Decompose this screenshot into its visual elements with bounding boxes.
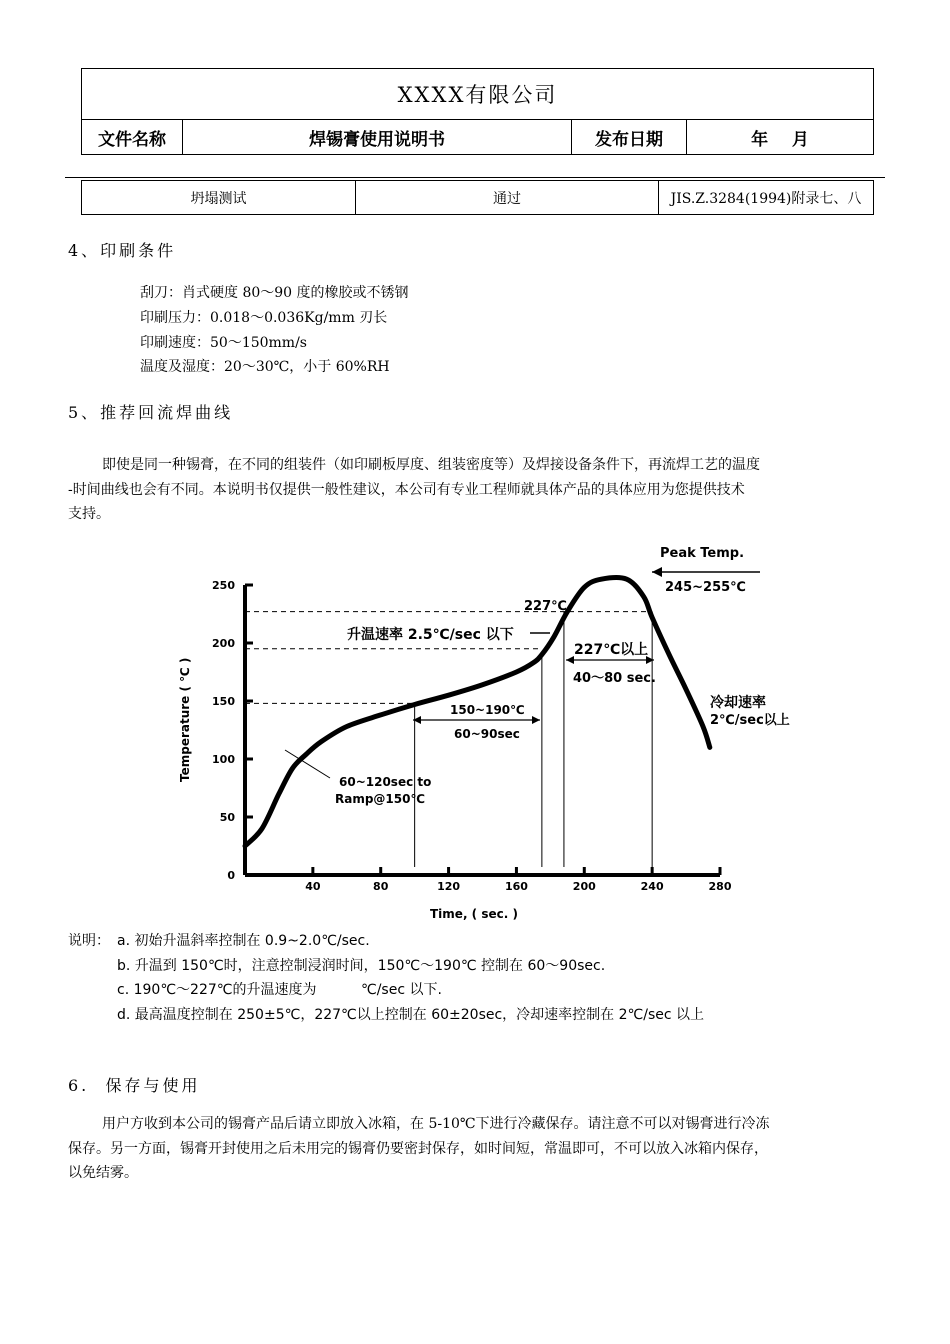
release-date-value: 年 月 bbox=[687, 120, 874, 155]
section4-heading: 4、印刷条件 bbox=[68, 241, 177, 260]
y-tick-label: 50 bbox=[219, 811, 235, 824]
soak-arrowhead-right bbox=[532, 716, 540, 724]
x-tick-label: 160 bbox=[504, 880, 528, 893]
cool-label-line1: 冷却速率 bbox=[710, 695, 766, 711]
notes-prefix: 说明： bbox=[68, 933, 110, 949]
x-tick-label: 120 bbox=[437, 880, 461, 893]
release-date-label: 发布日期 bbox=[572, 120, 687, 155]
test-result: 通过 bbox=[356, 181, 659, 215]
ramp-note-line2: Ramp@150℃ bbox=[335, 792, 426, 806]
peak-label: Peak Temp. bbox=[660, 546, 745, 561]
section6-paragraph-line: 以免结雾。 bbox=[68, 1165, 138, 1181]
cool-label-line2: 2℃/sec以上 bbox=[710, 713, 790, 728]
section4-line: 印刷压力：0.018～0.036Kg/mm 刃长 bbox=[140, 310, 388, 326]
ramp-note-line1: 60~120sec to bbox=[339, 775, 432, 789]
note-c: c. 190℃～227℃的升温速度为 ℃/sec 以下. bbox=[117, 982, 442, 998]
section6-heading: 6. 保存与使用 bbox=[68, 1076, 201, 1095]
above227-label: 227℃以上 bbox=[574, 642, 649, 658]
above227-time-label: 40～80 sec. bbox=[573, 671, 656, 686]
note-b: b. 升温到 150℃时，注意控制浸润时间，150℃～190℃ 控制在 60～90sec. bbox=[117, 958, 606, 974]
company-name: XXXX有限公司 bbox=[82, 69, 874, 120]
x-tick-label: 40 bbox=[305, 880, 321, 893]
section6-paragraph-line: 保存。另一方面，锡膏开封使用之后未用完的锡膏仍要密封保存，如时间短，常温即可，不可以放入冰箱内保存， bbox=[68, 1141, 768, 1157]
x-tick-label: 80 bbox=[373, 880, 389, 893]
y-tick-label: 100 bbox=[212, 753, 235, 766]
note-d: d. 最高温度控制在 250±5℃，227℃以上控制在 60±20sec，冷却速率控制在 2℃/sec 以上 bbox=[117, 1007, 705, 1023]
file-name-value: 焊锡膏使用说明书 bbox=[183, 120, 572, 155]
note-a: a. 初始升温斜率控制在 0.9~2.0℃/sec. bbox=[117, 933, 370, 949]
x-axis-label: Time, ( sec. ) bbox=[430, 907, 518, 921]
test-item: 坍塌测试 bbox=[82, 181, 356, 215]
section6-paragraph-line: 用户方收到本公司的锡膏产品后请立即放入冰箱，在 5-10℃下进行冷藏保存。请注意不可以对锡膏进行冷冻 bbox=[102, 1116, 770, 1132]
section5-paragraph-line: -时间曲线也会有不同。本说明书仅提供一般性建议，本公司有专业工程师就具体产品的具体应用为您提供技术 bbox=[68, 482, 745, 498]
y-tick-label: 250 bbox=[212, 579, 235, 592]
section5-paragraph-line: 即使是同一种锡膏，在不同的组装件（如印刷板厚度、组装密度等）及焊接设备条件下，再流焊工艺的温度 bbox=[102, 457, 760, 473]
y-axis-label: Temperature ( ℃ ) bbox=[178, 657, 192, 782]
above227-arrowhead-left bbox=[566, 656, 574, 664]
section5-heading: 5、推荐回流焊曲线 bbox=[68, 403, 234, 422]
y-tick-label: 150 bbox=[212, 695, 235, 708]
x-tick-label: 280 bbox=[708, 880, 732, 893]
x-tick-label: 200 bbox=[572, 880, 596, 893]
peak-arrowhead bbox=[652, 567, 662, 577]
y-tick-label: 0 bbox=[227, 869, 235, 882]
section4-line: 温度及湿度：20～30℃，小于 60%RH bbox=[140, 359, 390, 375]
section4-line: 刮刀：肖式硬度 80～90 度的橡胶或不锈钢 bbox=[140, 285, 409, 301]
x-tick-label: 240 bbox=[640, 880, 664, 893]
soak-time-label: 60~90sec bbox=[454, 727, 520, 741]
y-tick-label: 200 bbox=[212, 637, 235, 650]
section5-paragraph-line: 支持。 bbox=[68, 506, 110, 522]
t227-label: 227℃ bbox=[524, 599, 567, 614]
test-standard: JIS.Z.3284(1994)附录七、八 bbox=[659, 181, 874, 215]
ramp-rate-label: 升温速率 2.5℃/sec 以下 bbox=[347, 627, 514, 643]
section4-line: 印刷速度：50～150mm/s bbox=[140, 335, 307, 351]
peak-range-label: 245~255℃ bbox=[665, 580, 746, 595]
file-name-label: 文件名称 bbox=[82, 120, 183, 155]
soak-range-label: 150~190℃ bbox=[450, 703, 525, 717]
